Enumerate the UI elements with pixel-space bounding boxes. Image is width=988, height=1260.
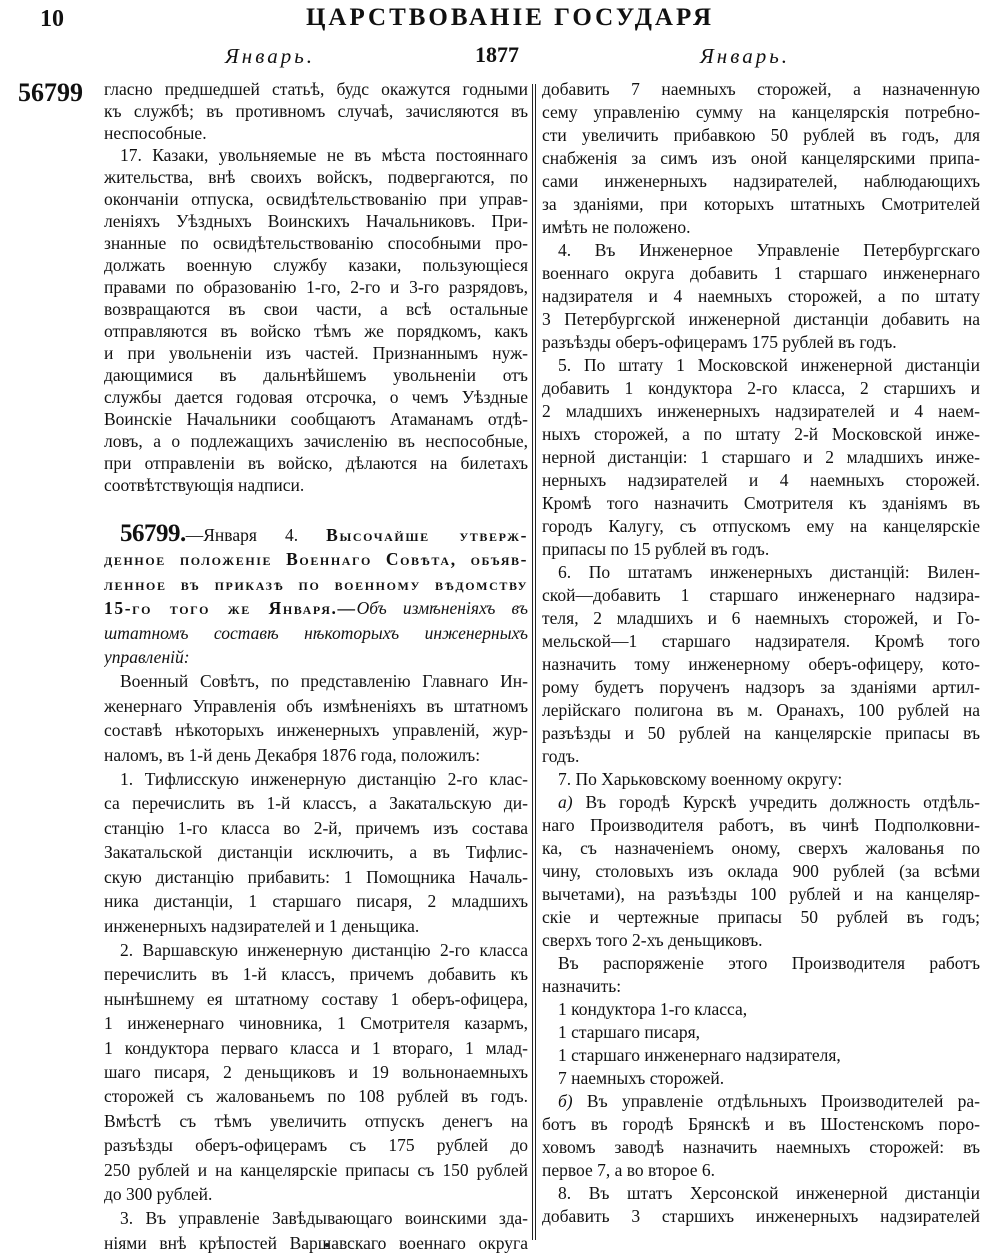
text-run: ленное въ приказѣ по военному вѣдомству xyxy=(104,573,528,594)
text-line: леніяхъ Уѣздныхъ Воинскихъ Начальниковъ. При- xyxy=(104,211,528,231)
text-line: са перечислить въ 1-й классъ, а Закатальскую ди- xyxy=(104,793,528,814)
text-line xyxy=(104,572,528,596)
month-right: Январь. xyxy=(700,44,790,68)
running-title: ЦАРСТВОВАНІЕ ГОСУДАРЯ xyxy=(305,4,715,31)
text-line: 2. Варшавскую инженерную дистанцію 2-го класса xyxy=(120,939,528,960)
paragraph xyxy=(542,239,980,354)
text-line: за зданіями, при которыхъ штатныхъ Смотрителей xyxy=(542,194,980,214)
margin-article-number: 56799 xyxy=(18,78,83,107)
left-column-continuation xyxy=(104,78,528,496)
text-line: добавить 7 наемныхъ сторожей, а назначенную xyxy=(542,79,980,99)
paragraph xyxy=(104,669,528,767)
text-line: сему управленію сумму на канцелярскія потребно- xyxy=(542,102,980,122)
text-line: службы дается годовая отсрочка, о чемъ Уѣздные xyxy=(104,387,528,407)
text-line: 6. По штатамъ инженерныхъ дистанцій: Вилен- xyxy=(558,562,980,582)
text-line: отправляются въ войско тѣмъ же порядкомъ, какъ xyxy=(104,321,528,341)
text-run: Въ управленіе отдѣльныхъ Производителей ра- xyxy=(572,1091,980,1111)
text-line: Закатальской дистанціи исключить, а въ Тифлис- xyxy=(104,842,528,863)
text-line: Воинскіе Начальники сообщаютъ Атаманамъ отдѣ- xyxy=(104,409,528,429)
text-line: соотвѣтствующія надписи. xyxy=(104,475,305,495)
text-line: 4. Въ Инженерное Управленіе Петербургскаго xyxy=(558,240,980,260)
text-line: надзирателя и 4 наемныхъ сторожей, а по штату xyxy=(542,286,980,306)
text-line: 250 рублей и на канцелярскіе припасы съ 150 рублей xyxy=(104,1159,528,1180)
text-line: 2 младшихъ инженерныхъ надзирателей и 4 наем- xyxy=(542,401,980,421)
text-line: годъ. xyxy=(542,746,580,766)
text-line: сами инженерныхъ надзирателей, наблюдающихъ xyxy=(542,171,980,191)
text-line: назначить: xyxy=(542,976,622,996)
page-number: 10 xyxy=(40,6,64,32)
text-line: 7 наемныхъ сторожей. xyxy=(558,1068,725,1088)
text-line: 3 Петербургской инженерной дистанціи добавить на xyxy=(542,309,980,329)
text-line xyxy=(542,1090,980,1113)
text-run: денное положеніе Военнаго Совѣта, объяв- xyxy=(104,549,528,570)
text-line: шаго писаря, 2 деньщиковъ и 19 вольнонаемныхъ xyxy=(104,1061,528,1082)
paragraph xyxy=(104,144,528,496)
paragraph xyxy=(542,998,980,1021)
text-line: 3. Въ управленіе Завѣдывающаго воинскими зда- xyxy=(120,1208,528,1229)
text-run: штатномъ составѣ нѣкоторыхъ инженерныхъ xyxy=(104,622,528,643)
text-line: разъѣзды оберъ-офицерамъ съ 175 рублей до xyxy=(104,1135,528,1156)
text-line: къ службѣ; въ противномъ случаѣ, зачисляются въ xyxy=(104,101,528,121)
text-line: нерной дистанціи: 1 старшаго и 2 младшихъ инже- xyxy=(542,447,980,467)
text-line: 1. Тифлисскую инженерную дистанцію 2-го клас- xyxy=(120,769,528,790)
text-line: скіе и чертежные припасы 50 рублей въ годъ; xyxy=(542,907,980,927)
text-line: Военный Совѣтъ, по представленію Главнаго Ин- xyxy=(120,671,528,692)
text-line: наломъ, въ 1-й день Декабря 1876 года, положилъ: xyxy=(104,744,481,765)
text-line: городъ Калугу, съ отпускомъ ему на канцелярскіе xyxy=(542,516,980,536)
text-line: разъѣзды и 50 рублей на канцелярскіе припасы въ xyxy=(542,723,980,743)
text-line: ныхъ сторожей, а по штату 2-й Московской инже- xyxy=(542,424,980,444)
text-line: снабженія за симъ изъ оной канцелярскими припа- xyxy=(542,148,980,168)
text-line: 5. По штату 1 Московской инженерной дистанціи xyxy=(558,355,980,375)
text-line: ника дистанціи, 1 старшаго писаря, 2 младшихъ xyxy=(104,891,528,912)
text-line: добавить 3 старшихъ инженерныхъ надзирателей xyxy=(542,1206,980,1226)
text-line: вычетами), на разъѣзды 100 рублей и на канцеляр- xyxy=(542,884,980,904)
text-run: —Января 4. xyxy=(185,525,327,545)
text-line: дающимися въ дальнѣйшемъ увольненіи отъ xyxy=(104,365,528,385)
text-line: ботъ въ городѣ Брянскѣ и въ Шостенскомъ поро- xyxy=(542,1114,980,1134)
text-line: при отправленіи въ войско, дѣлаются на билетахъ xyxy=(104,453,528,473)
paragraph xyxy=(104,767,528,938)
paragraph xyxy=(104,78,528,144)
text-run: управленій: xyxy=(104,647,190,668)
text-run: а) xyxy=(558,792,573,812)
text-line: до 300 рублей. xyxy=(104,1183,213,1204)
text-line: Въ распоряженіе этого Производителя работъ xyxy=(558,953,980,973)
text-line: сти увеличить прибавкою 50 рублей въ годъ, для xyxy=(542,125,980,145)
paragraph xyxy=(542,561,980,768)
paragraph xyxy=(104,522,528,669)
paragraph xyxy=(542,1182,980,1228)
text-line: 1 старшаго писаря, xyxy=(558,1022,701,1042)
text-line: знанные по освидѣтельствованію способными про- xyxy=(104,233,528,253)
text-line: военнаго округа добавить 1 старшаго инженернаго xyxy=(542,263,980,283)
text-line: и при увольненіи изъ частей. Признаннымъ нуж- xyxy=(104,343,528,363)
paragraph xyxy=(542,354,980,561)
text-line xyxy=(104,645,528,669)
text-line: лерійскаго полигона въ м. Оранахъ, 100 рублей на xyxy=(542,700,980,720)
text-line: возвращаются въ свои части, а всѣ остальные xyxy=(104,299,528,319)
text-line: инженерныхъ надзирателей и 1 деньщика. xyxy=(104,915,420,936)
text-line: перечислить въ 1-й классъ, причемъ добавить къ xyxy=(104,964,528,985)
text-line: мельской—1 старшаго надзирателя. Кромѣ того xyxy=(542,631,980,651)
paragraph xyxy=(542,952,980,998)
text-line: правами по образованію 1-го, 2-го и 3-го разрядовъ, xyxy=(104,277,528,297)
text-line: Вмѣстѣ съ тѣмъ увеличить отпускъ денегъ на xyxy=(104,1110,528,1131)
text-line xyxy=(104,547,528,571)
text-line: назначить тому инженерному оберъ-офицеру, кото- xyxy=(542,654,980,674)
paragraph xyxy=(542,1090,980,1182)
text-line: окончаніи отпуска, освидѣтельствованію при управ- xyxy=(104,189,528,209)
paragraph xyxy=(542,1021,980,1044)
text-line: наго Производителя работъ, въ чинѣ Подполковни- xyxy=(542,815,980,835)
text-line: должать военную службу казаки, пользующіеся xyxy=(104,255,528,275)
text-line: нынѣшнему ея штатному составу 1 оберъ-офицера, xyxy=(104,988,528,1009)
text-line: скую дистанцію прибавить: 1 Помощника Началь- xyxy=(104,866,528,887)
text-line: чину, столовыхъ изъ оклада 900 рублей (за всѣми xyxy=(542,861,980,881)
text-line: ловъ, а о подлежащихъ зачисленію въ неспособные, xyxy=(104,431,528,451)
text-line: 1 старшаго инженернаго надзирателя, xyxy=(558,1045,841,1065)
text-line: рому будетъ порученъ надзоръ за зданіями артил- xyxy=(542,677,980,697)
paragraph xyxy=(104,1206,528,1255)
text-line: ховомъ заводѣ назначить наемныхъ сторожей: въ xyxy=(542,1137,980,1157)
text-line: 1 кондуктора 1-го класса, xyxy=(558,999,748,1019)
article-number: 56799. xyxy=(120,522,186,547)
text-line: жительства, внѣ своихъ войскъ, подвергаются, по xyxy=(104,167,528,187)
text-line: 17. Казаки, увольняемые не въ мѣста постояннаго xyxy=(120,145,528,165)
text-line: первое 7, а во второе 6. xyxy=(542,1160,716,1180)
month-left: Январь. xyxy=(225,44,315,68)
text-line: гласно предшедшей статьѣ, будс окажутся годными xyxy=(104,79,528,99)
text-line: теля, 2 младшихъ и 6 наемныхъ сторожей, и Го- xyxy=(542,608,980,628)
text-line: станцію 1-го класса во 2-й, причемъ изъ состава xyxy=(104,817,528,838)
text-run: Высочайше утверж- xyxy=(326,525,528,545)
text-line: 1 кондуктора перваго класса и 1 втораго, 1 млад- xyxy=(104,1037,528,1058)
text-line: припасы по 15 рублей въ годъ. xyxy=(542,539,770,559)
text-line xyxy=(104,522,528,547)
text-line: нерныхъ надзирателей и 4 наемныхъ сторожей. xyxy=(542,470,980,490)
text-line: имѣть не положено. xyxy=(542,217,691,237)
text-run: б) xyxy=(558,1091,573,1111)
text-line: ка, съ назначеніемъ оному, сверхъ жалованья по xyxy=(542,838,980,858)
text-line: 7. По Харьковскому военному округу: xyxy=(558,769,843,789)
text-line: сверхъ того 2-хъ деньщиковъ. xyxy=(542,930,763,950)
text-line xyxy=(104,596,528,620)
text-line: неспособные. xyxy=(104,123,207,143)
paragraph xyxy=(542,1067,980,1090)
text-line: Кромѣ того назначить Смотрителя къ зданіямъ въ xyxy=(542,493,980,513)
text-line: добавить 1 кондуктора 2-го класса, 2 старшихъ и xyxy=(542,378,980,398)
paragraph xyxy=(542,768,980,791)
right-column xyxy=(542,78,980,1228)
text-line: составѣ нѣкоторыхъ инженерныхъ управленій, жур- xyxy=(104,720,528,741)
text-line: 1 инженернаго чиновника, 1 Смотрителя казармъ, xyxy=(104,1013,528,1034)
text-line: разъѣзды оберъ-офицерамъ 175 рублей въ годъ. xyxy=(542,332,897,352)
text-line: женернаго Управленія объ измѣненіяхъ въ штатномъ xyxy=(104,695,528,716)
text-line: 8. Въ штатъ Херсонской инженерной дистанціи xyxy=(558,1183,980,1203)
text-line: сторожей съ жалованьемъ по 108 рублей въ годъ. xyxy=(104,1086,528,1107)
text-line: ской—добавить 1 старшаго инженернаго надзира- xyxy=(542,585,980,605)
left-column-article xyxy=(104,522,528,1255)
paragraph xyxy=(104,938,528,1206)
paragraph xyxy=(542,78,980,239)
column-divider xyxy=(532,84,536,1240)
text-run: Въ городѣ Курскѣ учредить должность отдѣль- xyxy=(572,792,980,812)
paragraph xyxy=(542,791,980,952)
text-run: Объ измѣненіяхъ въ xyxy=(356,598,528,619)
text-line xyxy=(104,621,528,645)
paragraph xyxy=(542,1044,980,1067)
text-line: ніями внѣ крѣпостей Варшавскаго военнаго округа xyxy=(104,1232,528,1253)
text-line xyxy=(542,791,980,814)
year: 1877 xyxy=(475,42,519,67)
text-run: 15-го того же Января.— xyxy=(104,598,357,619)
